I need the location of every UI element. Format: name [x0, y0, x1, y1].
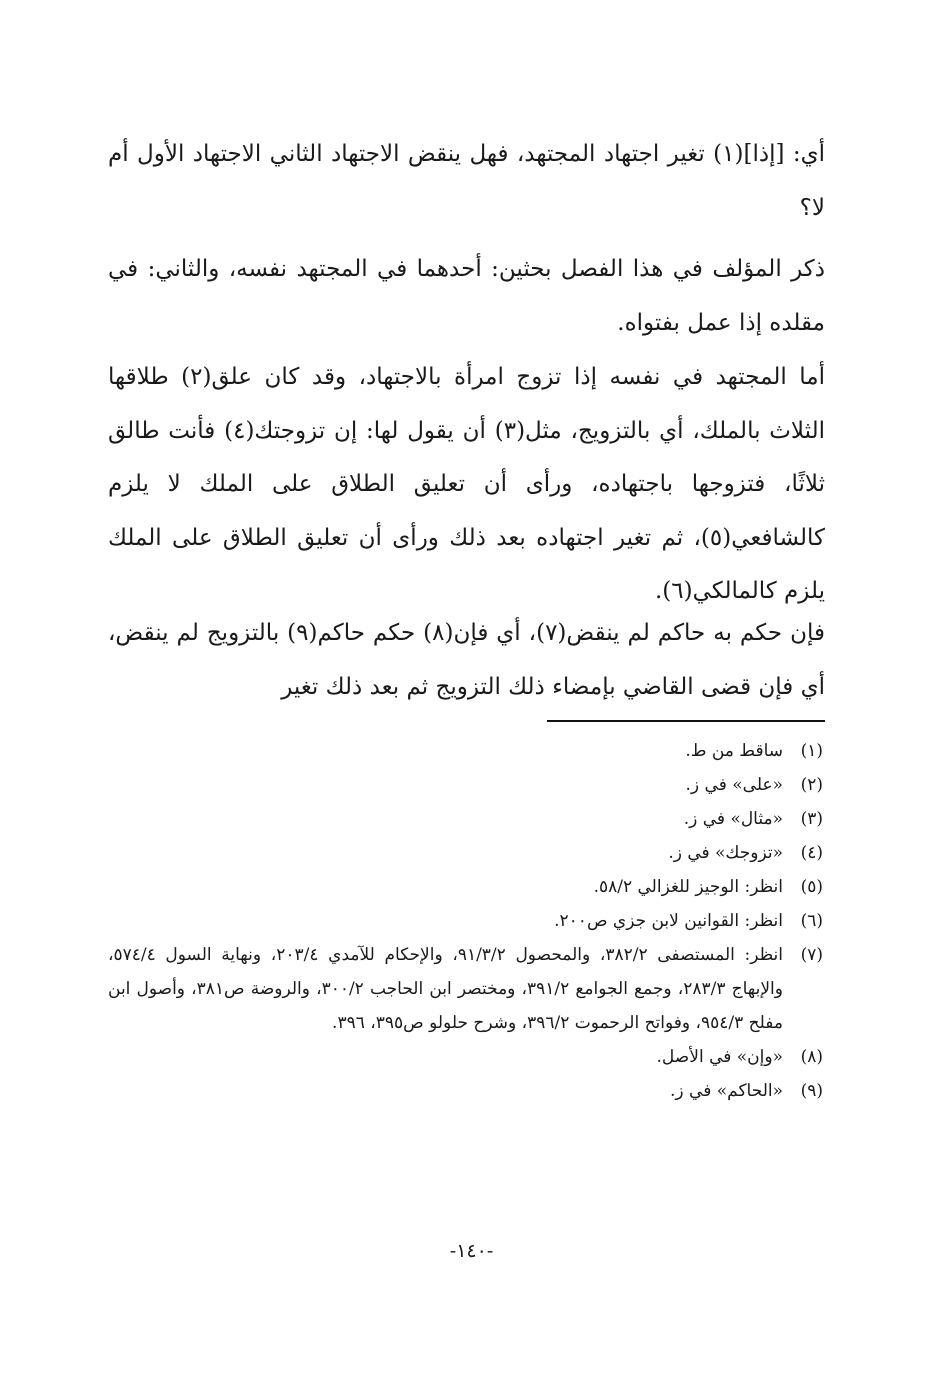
- footnote-number: (٩): [800, 1081, 823, 1101]
- footnote-text: انظر: الوجيز للغزالي ٥٨/٢.: [593, 877, 783, 897]
- footnote-number: (٢): [800, 775, 823, 795]
- footnote-text: «تزوجك» في ز.: [668, 843, 783, 863]
- footnote-number: (٦): [800, 911, 823, 931]
- footnote-3: [108, 802, 823, 836]
- footnote-number: (٥): [800, 877, 823, 897]
- footnote-text: انظر: القوانين لابن جزي ص٢٠٠.: [554, 911, 783, 931]
- paragraph-4: فإن حكم به حاكم لم ينقض(٧)، أي فإن(٨) حكم حاكم(٩) بالتزويج لم ينقض، أي فإن قضى القاضي بإمضاء ذلك التزويج ثم بعد ذلك تغير: [108, 620, 826, 700]
- footnote-7: [108, 938, 823, 1040]
- footnote-text: «وإن» في الأصل.: [656, 1047, 783, 1067]
- footnote-text: «على» في ز.: [685, 775, 783, 795]
- footnote-2: [108, 768, 823, 802]
- paragraph-2: ذكر المؤلف في هذا الفصل بحثين: أحدهما في المجتهد نفسه، والثاني: في مقلده إذا عمل بفتواه.: [108, 256, 825, 336]
- footnote-text: «الحاكم» في ز.: [670, 1081, 783, 1101]
- footnote-number: (١): [800, 741, 823, 761]
- footnote-1: [108, 734, 823, 768]
- footnote-4: [108, 836, 823, 870]
- footnote-number: (٨): [800, 1047, 823, 1067]
- footnote-number: (٧): [800, 945, 823, 965]
- paragraph-3: أما المجتهد في نفسه إذا تزوج امرأة بالاجتهاد، وقد كان علق(٢) طلاقها الثلاث بالملك، أي بالتزويج، مثل(٣) أن يقول لها: إن تزوجتك(٤) فأنت طالق ثلاثًا، فتزوجها باجتهاده، ورأى أن تعليق الطلاق على الملك لا يلزم كالشافعي(٥)، ثم تغير اجتهاده بعد ذلك ورأى أن تعليق الطلاق على الملك يلزم كالمالكي(٦).: [108, 364, 826, 604]
- footnote-5: [108, 870, 823, 904]
- footnote-number: (٤): [800, 843, 823, 863]
- page-number: -١٤٠-: [449, 1240, 494, 1262]
- footnote-9: [108, 1074, 823, 1108]
- footnote-text: ساقط من ط.: [685, 741, 783, 761]
- paragraph-1: أي: [إذا](١) تغير اجتهاد المجتهد، فهل ينقض الاجتهاد الثاني الاجتهاد الأول أم لا؟: [108, 141, 825, 221]
- footnote-8: [108, 1040, 823, 1074]
- footnote-text: انظر: المستصفى ٣٨٢/٢، والمحصول ٩١/٣/٢، والإحكام للآمدي ٢٠٣/٤، ونهاية السول ٥٧٤/٤، والإبهاج ٢٨٣/٣، وجمع الجوامع ٣٩١/٢، ومختصر ابن الحاجب ٣٠٠/٢، والروضة ص٣٨١، وأصول ابن مفلح ٩٥٤/٣، وفواتح الرحموت ٣٩٦/٢، وشرح حلولو ص٣٩٥، ٣٩٦.: [108, 945, 784, 1033]
- footnote-text: «مثال» في ز.: [683, 809, 783, 829]
- footnotes: [108, 734, 823, 1108]
- footnote-number: (٣): [800, 809, 823, 829]
- footnote-separator: [547, 720, 825, 722]
- footnote-6: [108, 904, 823, 938]
